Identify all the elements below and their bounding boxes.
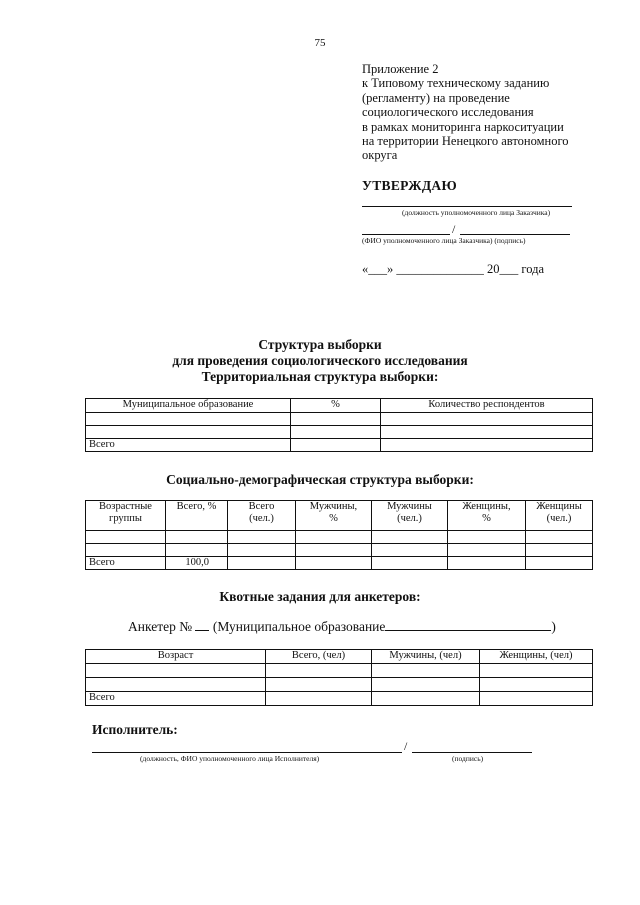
table-header-row bbox=[86, 501, 593, 531]
table-row bbox=[86, 664, 593, 678]
appendix-line: социологического исследования bbox=[362, 105, 534, 120]
table-cell bbox=[480, 664, 593, 678]
executor-title: Исполнитель: bbox=[92, 722, 178, 737]
approval-date-line: «___» ______________ 20___ года bbox=[362, 262, 544, 276]
header-cell: % bbox=[291, 399, 381, 413]
table-cell bbox=[526, 531, 593, 544]
executor-position-caption: (должность, ФИО уполномоченного лица Исполнителя) bbox=[140, 754, 320, 763]
approval-slash: / bbox=[452, 222, 456, 236]
executor-signature-caption: (подпись) bbox=[452, 754, 484, 763]
header-line: Всего, % bbox=[176, 501, 217, 512]
table-cell: Всего bbox=[86, 692, 266, 706]
table-cell bbox=[166, 531, 228, 544]
demographic-title: Социально-демографическая структура выборки: bbox=[166, 472, 474, 487]
table-cell bbox=[381, 413, 593, 426]
table-cell bbox=[228, 531, 296, 544]
header-line: Женщины, bbox=[462, 501, 511, 512]
structure-title-line: для проведения социологического исследования bbox=[172, 353, 468, 368]
quota-table bbox=[85, 649, 593, 706]
table-row bbox=[86, 413, 593, 426]
header-line: Возрастные bbox=[99, 501, 152, 512]
table-cell bbox=[228, 557, 296, 570]
header-line: группы bbox=[109, 513, 142, 524]
table-cell bbox=[266, 664, 372, 678]
approval-signature-line bbox=[460, 234, 570, 235]
table-header-row bbox=[86, 399, 593, 413]
approval-title: УТВЕРЖДАЮ bbox=[362, 178, 457, 193]
header-line: % bbox=[329, 513, 338, 524]
executor-signature-line bbox=[412, 752, 532, 753]
header-cell bbox=[166, 501, 228, 531]
approval-name-line bbox=[362, 234, 450, 235]
table-cell bbox=[166, 544, 228, 557]
appendix-header bbox=[362, 62, 622, 163]
approval-position-caption: (должность уполномоченного лица Заказчика) bbox=[402, 208, 551, 217]
header-cell: Количество респондентов bbox=[381, 399, 593, 413]
appendix-line: округа bbox=[362, 148, 398, 163]
table-row bbox=[86, 678, 593, 692]
header-cell bbox=[228, 501, 296, 531]
page-number: 75 bbox=[314, 37, 326, 49]
header-line: (чел.) bbox=[249, 513, 274, 524]
table-cell bbox=[526, 557, 593, 570]
table-header-row bbox=[86, 650, 593, 664]
approval-name-caption: (ФИО уполномоченного лица Заказчика) (подпись) bbox=[362, 236, 526, 245]
table-cell: 100,0 bbox=[166, 557, 228, 570]
appendix-line: в рамках мониторинга наркоситуации bbox=[362, 119, 564, 134]
header-cell bbox=[296, 501, 372, 531]
table-total-row bbox=[86, 692, 593, 706]
table-cell bbox=[448, 557, 526, 570]
table-cell bbox=[526, 544, 593, 557]
anketer-prefix: Анкетер № bbox=[128, 619, 193, 634]
table-cell bbox=[296, 557, 372, 570]
table-cell bbox=[381, 426, 593, 439]
table-cell bbox=[266, 678, 372, 692]
table-cell bbox=[291, 413, 381, 426]
table-cell bbox=[296, 544, 372, 557]
table-cell bbox=[86, 413, 291, 426]
table-cell bbox=[86, 426, 291, 439]
table-cell bbox=[372, 557, 448, 570]
table-cell bbox=[480, 678, 593, 692]
executor-slash: / bbox=[404, 739, 408, 753]
table-cell bbox=[291, 426, 381, 439]
anketer-suffix: ) bbox=[551, 619, 556, 634]
table-cell bbox=[480, 692, 593, 706]
structure-title-line: Структура выборки bbox=[258, 337, 382, 352]
header-cell: Женщины, (чел) bbox=[480, 650, 593, 664]
table-cell bbox=[448, 531, 526, 544]
table-cell bbox=[372, 664, 480, 678]
header-line: (чел.) bbox=[546, 513, 572, 524]
table-cell bbox=[86, 544, 166, 557]
header-line: Всего bbox=[248, 501, 275, 512]
header-line: Мужчины, bbox=[309, 501, 358, 512]
header-cell bbox=[86, 501, 166, 531]
table-cell: Всего bbox=[86, 439, 291, 452]
table-cell bbox=[266, 692, 372, 706]
header-line: Мужчины bbox=[387, 501, 432, 512]
header-cell: Муниципальное образование bbox=[86, 399, 291, 413]
structure-title bbox=[0, 337, 640, 385]
header-line: % bbox=[482, 513, 491, 524]
executor-position-line bbox=[92, 752, 402, 753]
table-cell: Всего bbox=[86, 557, 166, 570]
appendix-line: Приложение 2 bbox=[362, 62, 439, 76]
table-total-row bbox=[86, 439, 593, 452]
header-cell: Мужчины, (чел) bbox=[372, 650, 480, 664]
header-cell bbox=[448, 501, 526, 531]
table-cell bbox=[372, 692, 480, 706]
anketer-number-blank bbox=[195, 618, 209, 631]
table-total-row bbox=[86, 557, 593, 570]
table-row bbox=[86, 426, 593, 439]
appendix-line: к Типовому техническому заданию bbox=[362, 76, 550, 91]
territorial-table bbox=[85, 398, 593, 452]
approval-position-line bbox=[362, 206, 572, 207]
demographic-table bbox=[85, 500, 593, 570]
table-row bbox=[86, 531, 593, 544]
appendix-line: на территории Ненецкого автономного bbox=[362, 134, 569, 149]
table-row bbox=[86, 544, 593, 557]
table-cell bbox=[86, 664, 266, 678]
header-cell bbox=[372, 501, 448, 531]
table-cell bbox=[372, 678, 480, 692]
table-cell bbox=[228, 544, 296, 557]
table-cell bbox=[372, 531, 448, 544]
table-cell bbox=[296, 531, 372, 544]
table-cell bbox=[291, 439, 381, 452]
anketer-line bbox=[128, 618, 556, 635]
appendix-line: (регламенту) на проведение bbox=[362, 90, 510, 105]
header-cell: Возраст bbox=[86, 650, 266, 664]
table-cell bbox=[448, 544, 526, 557]
quota-title: Квотные задания для анкетеров: bbox=[219, 589, 421, 604]
header-line: (чел.) bbox=[397, 513, 422, 524]
header-line: Женщины bbox=[536, 501, 582, 512]
table-cell bbox=[381, 439, 593, 452]
header-cell bbox=[526, 501, 593, 531]
header-cell: Всего, (чел) bbox=[266, 650, 372, 664]
anketer-municipality-blank bbox=[385, 618, 551, 631]
anketer-municipality-label: (Муниципальное образование bbox=[212, 619, 386, 634]
table-cell bbox=[372, 544, 448, 557]
table-cell bbox=[86, 678, 266, 692]
structure-title-line: Территориальная структура выборки: bbox=[201, 369, 439, 384]
table-cell bbox=[86, 531, 166, 544]
